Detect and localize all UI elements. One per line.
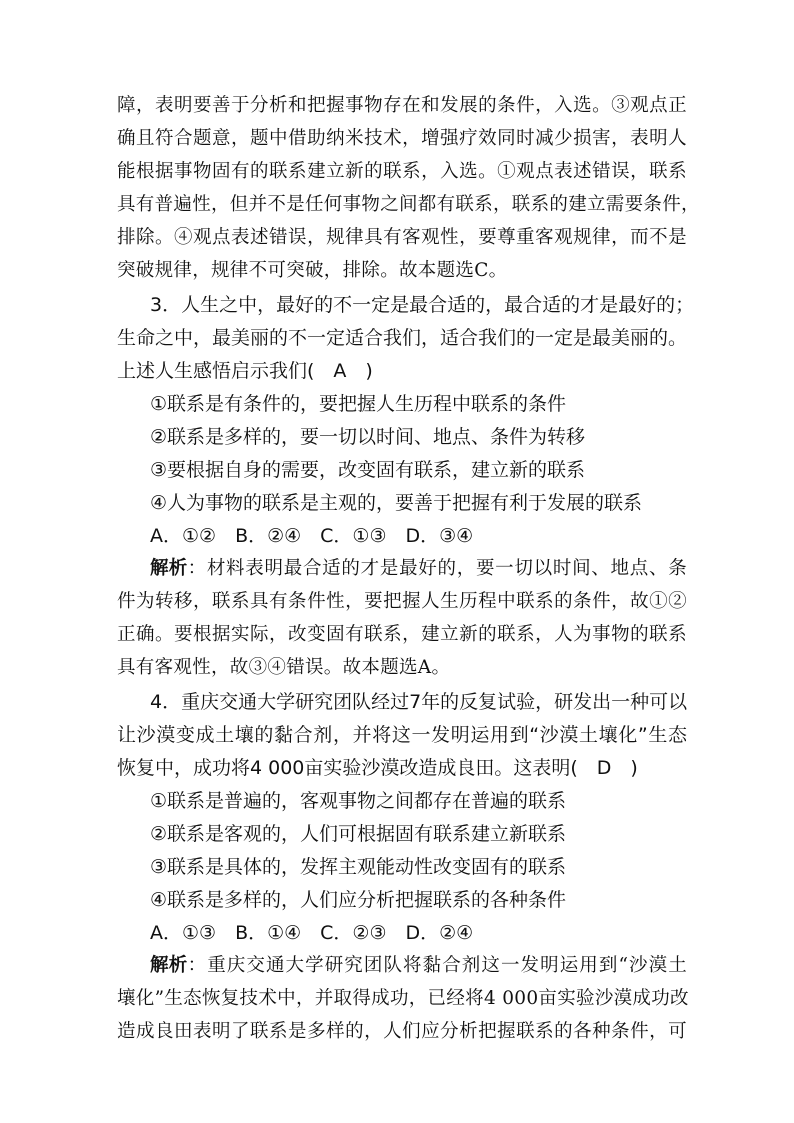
analysis-line: 能根据事物固有的联系建立新的联系，入选。①观点表述错误，联系 [117, 161, 687, 182]
question-4-option: ②联系是客观的，人们可根据固有联系建立新联系 [150, 823, 567, 845]
question-4-option: ③联系是具体的，发挥主观能动性改变固有的联系 [150, 856, 567, 878]
question-3-option: ②联系是多样的，要一切以时间、地点、条件为转移 [150, 426, 586, 448]
analysis-line: 壤化”生态恢复技术中，并取得成功，已经将4 000亩实验沙漠成功改 [117, 988, 689, 1009]
question-4-option: ①联系是普遍的，客观事物之间都存在普遍的联系 [150, 790, 567, 812]
question-4-choices: A．①③ B．①④ C．②③ D．②④ [150, 922, 474, 944]
analysis-text: ：重庆交通大学研究团队将黏合剂这一发明运用到“沙漠土 [187, 955, 687, 976]
question-3-option: ①联系是有条件的，要把握人生历程中联系的条件 [150, 393, 567, 415]
analysis-line: 突破规律，规律不可突破，排除。故本题选C。 [117, 260, 508, 281]
question-3-choices: A．①② B．②④ C．①③ D．③④ [150, 525, 474, 547]
question-3-analysis [150, 553, 687, 585]
analysis-line: 件为转移，联系具有条件性，要把握人生历程中联系的条件，故①② [117, 591, 687, 612]
question-4-option: ④联系是多样的，人们应分析把握联系的各种条件 [150, 889, 567, 911]
question-3-stem: 生命之中，最美丽的不一定适合我们，适合我们的一定是最美丽的。 [117, 327, 688, 349]
analysis-line: 具有客观性，故③④错误。故本题选A。 [117, 657, 451, 678]
analysis-line: 排除。④观点表述错误，规律具有客观性，要尊重客观规律，而不是 [117, 227, 687, 248]
analysis-line: 确且符合题意，题中借助纳米技术，增强疗效同时减少损害，表明人 [117, 128, 687, 149]
question-3-option: ④人为事物的联系是主观的，要善于把握有利于发展的联系 [150, 492, 643, 514]
question-4-stem: 4．重庆交通大学研究团队经过7年的反复试验，研发出一种可以 [150, 691, 688, 713]
analysis-text: ：材料表明最合适的才是最好的，要一切以时间、地点、条 [187, 558, 687, 579]
question-4-stem: 恢复中，成功将4 000亩实验沙漠改造成良田。这表明( D ) [117, 757, 638, 779]
analysis-label: 解析 [150, 558, 188, 579]
question-3-stem: 3．人生之中，最好的不一定是最合适的，最合适的才是最好的； [150, 294, 695, 316]
analysis-line: 造成良田表明了联系是多样的，人们应分析把握联系的各种条件，可 [117, 1021, 687, 1042]
analysis-line: 具有普遍性，但并不是任何事物之间都有联系，联系的建立需要条件， [117, 194, 700, 215]
analysis-label: 解析 [150, 955, 188, 976]
question-4-stem: 让沙漠变成土壤的黏合剂，并将这一发明运用到“沙漠土壤化”生态 [117, 724, 687, 746]
analysis-line: 正确。要根据实际，改变固有联系，建立新的联系，人为事物的联系 [117, 624, 687, 645]
analysis-line: 障，表明要善于分析和把握事物存在和发展的条件，入选。③观点正 [117, 95, 687, 116]
question-4-analysis [150, 950, 687, 982]
question-3-stem: 上述人生感悟启示我们( A ) [117, 360, 373, 382]
question-3-option: ③要根据自身的需要，改变固有联系，建立新的联系 [150, 459, 586, 481]
